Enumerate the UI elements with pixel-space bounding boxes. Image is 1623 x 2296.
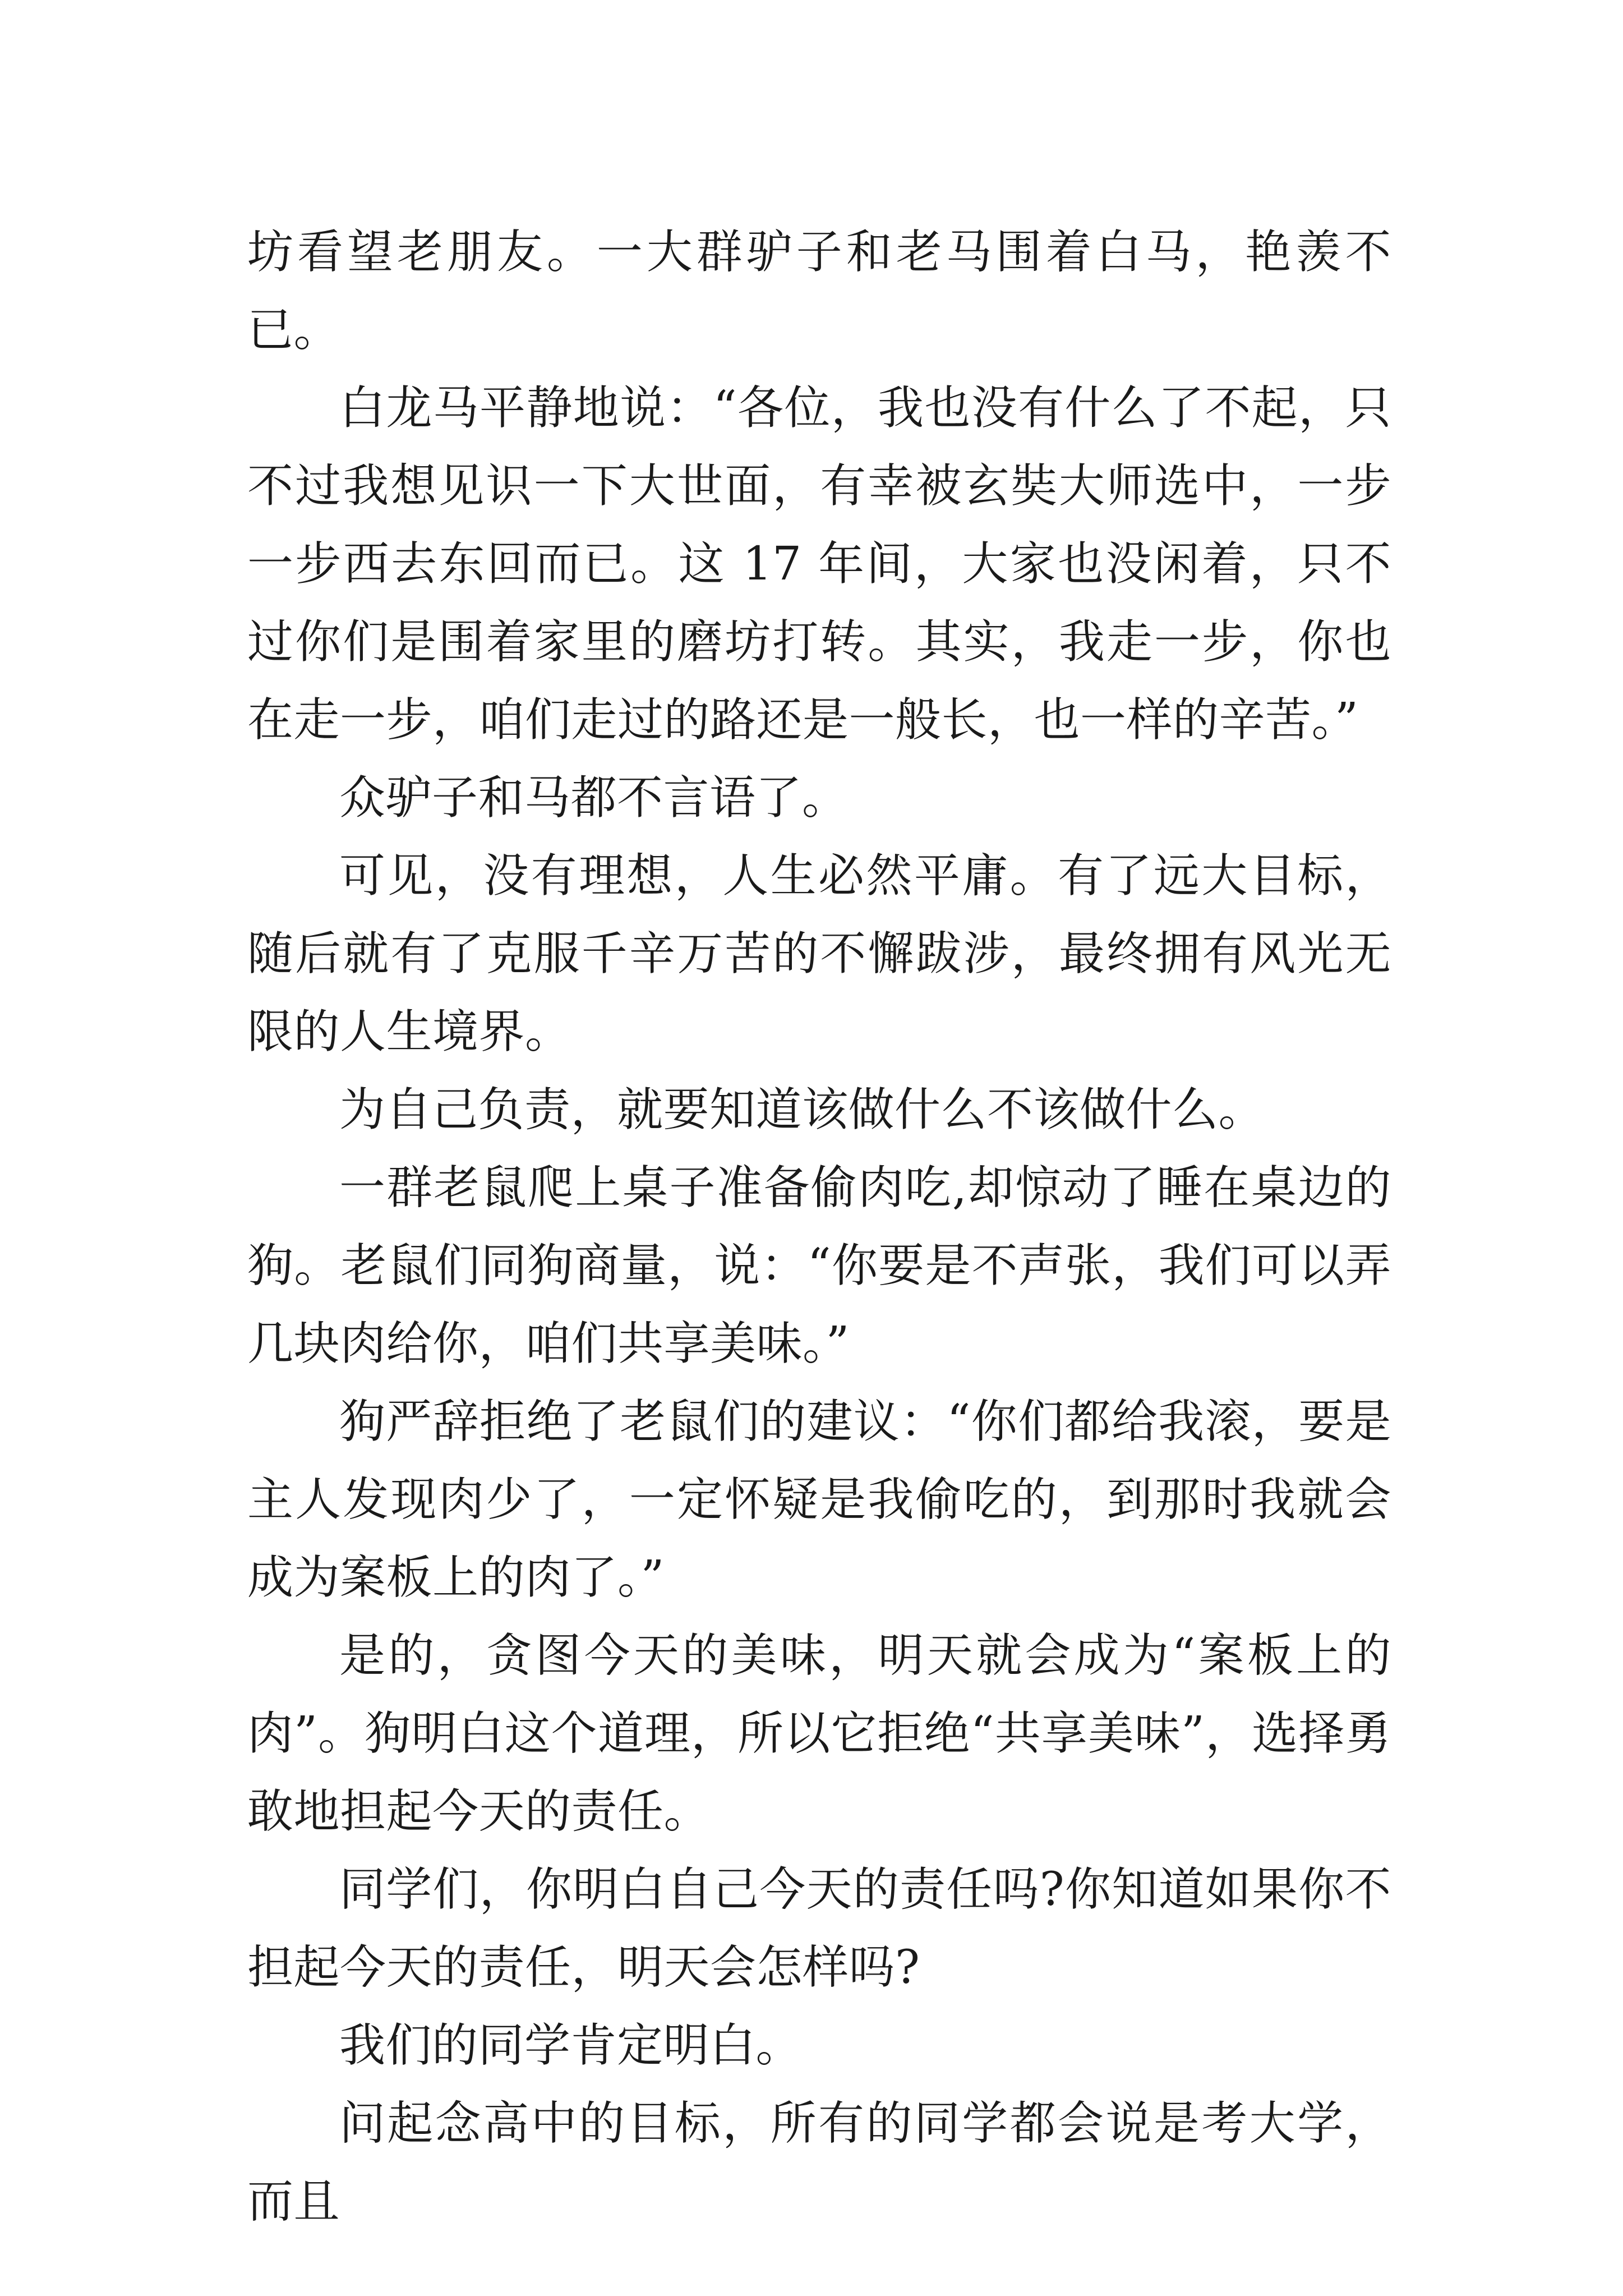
paragraph-8: 是的，贪图今天的美味，明天就会成为“案板上的肉”。狗明白这个道理，所以它拒绝“共享美味”，选择勇敢地担起今天的责任。	[247, 1629, 1391, 1838]
paragraph-1: 坊看望老朋友。一大群驴子和老马围着白马，艳羡不已。	[247, 226, 1391, 357]
paragraph-2: 白龙马平静地说：“各位，我也没有什么了不起，只不过我想见识一下大世面，有幸被玄奘大师选中，一步一步西去东回而已。这 17 年间，大家也没闲着，只不过你们是围着家里的磨坊打转。其实，我走一步，你也在走一步，咱们走过的路还是一般长，也一样的辛苦。”	[247, 381, 1391, 747]
paragraph-4: 可见，没有理想，人生必然平庸。有了远大目标，随后就有了克服千辛万苦的不懈跋涉，最终拥有风光无限的人生境界。	[247, 849, 1391, 1059]
paragraph-11: 问起念高中的目标，所有的同学都会说是考大学，而且	[247, 2097, 1391, 2228]
paragraph-6: 一群老鼠爬上桌子准备偷肉吃,却惊动了睡在桌边的狗。老鼠们同狗商量，说：“你要是不声张，我们可以弄几块肉给你，咱们共享美味。”	[247, 1161, 1391, 1370]
body-text	[247, 213, 1391, 2240]
paragraph-7: 狗严辞拒绝了老鼠们的建议：“你们都给我滚，要是主人发现肉少了，一定怀疑是我偷吃的，到那时我就会成为案板上的肉了。”	[247, 1395, 1391, 1604]
paragraph-5: 为自己负责，就要知道该做什么不该做什么。	[339, 1083, 1265, 1137]
paragraph-3: 众驴子和马都不言语了。	[339, 771, 849, 825]
paragraph-9: 同学们，你明白自己今天的责任吗?你知道如果你不担起今天的责任，明天会怎样吗?	[247, 1863, 1391, 1994]
paragraph-10: 我们的同学肯定明白。	[339, 2019, 803, 2072]
